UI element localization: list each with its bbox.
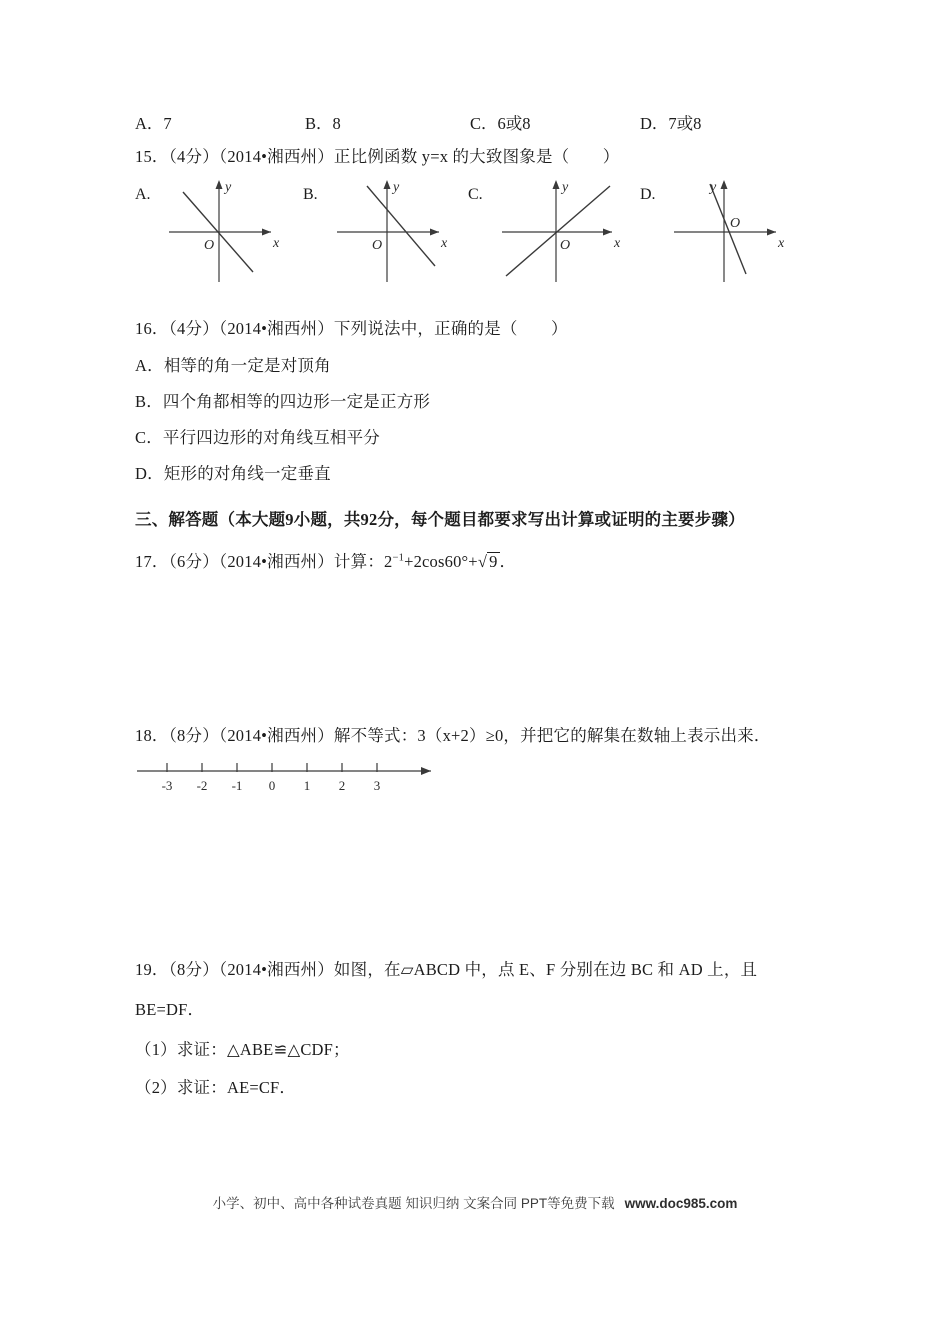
q16-option-b: B．四个角都相等的四边形一定是正方形 xyxy=(135,392,431,411)
q14-option-b: B．8 xyxy=(305,114,341,133)
q15-stem: 15．（4分）（2014•湘西州）正比例函数 y=x 的大致图象是（ ） xyxy=(135,147,620,166)
q17-exponent: −1 xyxy=(392,552,405,564)
tick-label: 2 xyxy=(338,778,346,793)
graph-b-label: B. xyxy=(303,186,318,203)
function-line xyxy=(367,186,435,266)
q17-middle: +2cos60°+ xyxy=(404,552,478,571)
function-line xyxy=(710,184,746,274)
q16-option-d: D．矩形的对角线一定垂直 xyxy=(135,464,331,483)
y-axis-label: y xyxy=(710,180,717,195)
tick-label: 0 xyxy=(268,778,276,793)
y-axis-arrow-icon xyxy=(553,180,560,189)
x-axis-label: x xyxy=(614,236,621,251)
square-root-expression xyxy=(478,552,500,572)
q19-part2: （2）求证：AE=CF． xyxy=(135,1078,297,1097)
tick-label: -3 xyxy=(161,778,173,793)
graph-option-a xyxy=(135,170,301,302)
q15-graphs-row xyxy=(135,170,835,302)
y-axis-arrow-icon xyxy=(384,180,391,189)
function-graph-c xyxy=(494,170,634,296)
graph-option-b xyxy=(303,170,469,302)
function-graph-a xyxy=(161,170,289,296)
tick-label: 3 xyxy=(373,778,381,793)
x-axis-label: x xyxy=(778,236,785,251)
y-axis-label: y xyxy=(562,180,569,195)
q17-line xyxy=(135,548,516,572)
origin-label: O xyxy=(560,238,571,253)
graph-a-label: A. xyxy=(135,186,151,203)
y-axis-arrow-icon xyxy=(721,180,728,189)
x-axis-arrow-icon xyxy=(262,229,271,236)
graph-option-d xyxy=(640,170,806,302)
x-axis-arrow-icon xyxy=(767,229,776,236)
q16-option-c: C．平行四边形的对角线互相平分 xyxy=(135,428,381,447)
q16-option-a: A．相等的角一定是对顶角 xyxy=(135,356,331,375)
origin-label: O xyxy=(204,238,215,253)
x-axis-arrow-icon xyxy=(603,229,612,236)
x-axis-label: x xyxy=(273,236,280,251)
function-graph-b xyxy=(329,170,457,296)
q19-part1: （1）求证：△ABE≌△CDF； xyxy=(135,1040,350,1059)
radicand: 9 xyxy=(489,552,498,571)
number-line-arrow-icon xyxy=(421,767,431,775)
origin-label: O xyxy=(372,238,383,253)
graph-d-label: D. xyxy=(640,186,656,203)
tick-label: -2 xyxy=(196,778,208,793)
tick-label: -1 xyxy=(231,778,243,793)
number-line xyxy=(135,756,447,798)
x-axis-label: x xyxy=(441,236,448,251)
number-line-tick-labels xyxy=(162,778,381,793)
q17-base: 2 xyxy=(384,552,393,571)
footer-text: 小学、初中、高中各种试卷真题 知识归纳 文案合同 PPT等免费下载 xyxy=(212,1196,615,1211)
q19-stem-line1: 19．（8分）（2014•湘西州）如图，在▱ABCD 中，点 E、F 分别在边 BC 和 AD 上，且 xyxy=(135,960,758,979)
graph-option-c xyxy=(468,170,634,302)
q17-period: ． xyxy=(499,552,517,571)
origin-label: O xyxy=(730,216,741,231)
q16-stem: 16．（4分）（2014•湘西州）下列说法中，正确的是（ ） xyxy=(135,319,568,338)
q19-stem-line2: BE=DF． xyxy=(135,1000,205,1019)
page-footer xyxy=(0,1192,950,1212)
y-axis-label: y xyxy=(393,180,400,195)
function-line xyxy=(506,186,610,276)
function-graph-d xyxy=(666,170,794,296)
x-axis-arrow-icon xyxy=(430,229,439,236)
q14-option-a: A．7 xyxy=(135,114,172,133)
section3-heading: 三、解答题（本大题9小题，共92分，每个题目都要求写出计算或证明的主要步骤） xyxy=(135,510,745,529)
footer-url-link[interactable]: www.doc985.com xyxy=(624,1196,738,1211)
q14-option-c: C．6或8 xyxy=(470,114,531,133)
tick-label: 1 xyxy=(303,778,311,793)
y-axis-label: y xyxy=(225,180,232,195)
graph-c-label: C. xyxy=(468,186,483,203)
q14-option-d: D．7或8 xyxy=(640,114,702,133)
y-axis-arrow-icon xyxy=(216,180,223,189)
radical-sign: √ xyxy=(477,552,488,571)
q18-stem: 18．（8分）（2014•湘西州）解不等式：3（x+2）≥0，并把它的解集在数轴上表示出来． xyxy=(135,726,771,745)
q14-options-row xyxy=(135,110,825,134)
q17-prefix: 17．（6分）（2014•湘西州）计算： xyxy=(135,552,385,571)
